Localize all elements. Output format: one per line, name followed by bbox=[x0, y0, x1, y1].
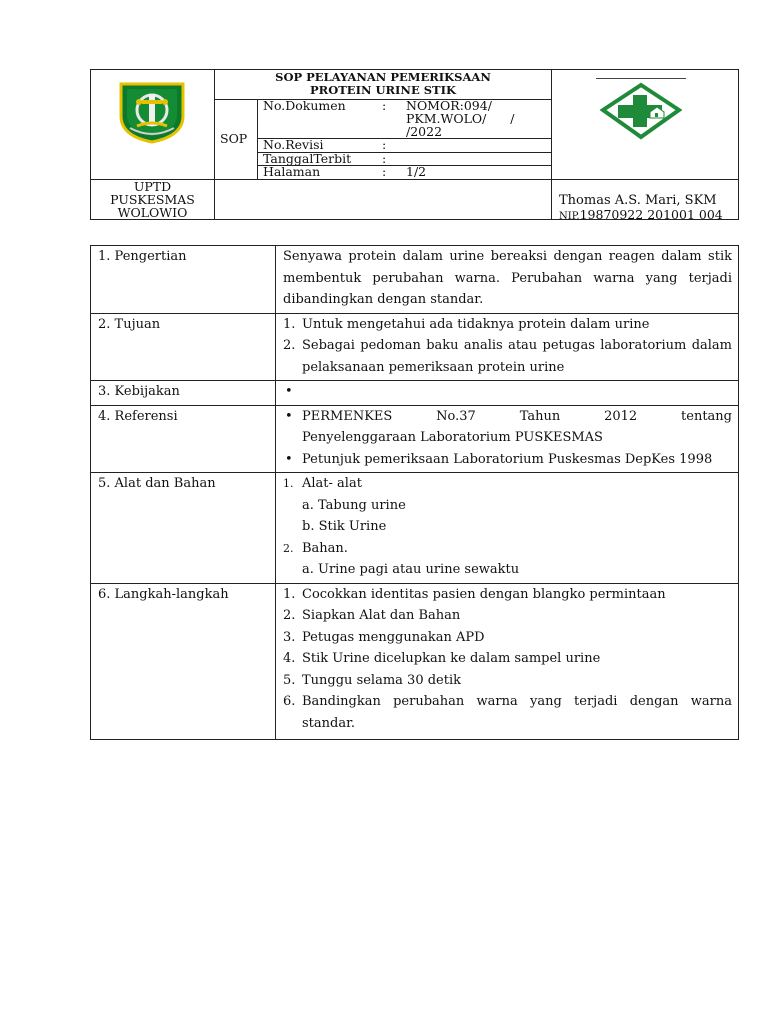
signer-nip-label: NIP. bbox=[559, 211, 580, 222]
list-item: b. Stik Urine bbox=[302, 519, 387, 534]
doc-number-value-line2: PKM.WOLO/ / bbox=[406, 111, 515, 126]
issue-date-label: TanggalTerbit bbox=[263, 151, 352, 166]
tujuan-list bbox=[276, 313, 739, 381]
list-item: 2. Siapkan Alat dan Bahan bbox=[283, 608, 461, 623]
revision-sep: : bbox=[382, 137, 387, 152]
signer-name: Thomas A.S. Mari, SKM bbox=[559, 193, 717, 208]
section-label-tujuan: 2. Tujuan bbox=[91, 313, 276, 381]
sop-title-line1: SOP PELAYANAN PEMERIKSAAN bbox=[275, 70, 491, 84]
langkah-list bbox=[276, 583, 739, 740]
section-label-referensi: 4. Referensi bbox=[91, 405, 276, 473]
page-label: Halaman bbox=[263, 164, 321, 179]
section-label-langkah: 6. Langkah-langkah bbox=[91, 583, 276, 740]
list-item: 4. Stik Urine dicelupkan ke dalam sampel urine bbox=[283, 651, 601, 666]
doc-number-label: No.Dokumen bbox=[263, 98, 346, 113]
page-sep: : bbox=[382, 164, 387, 179]
sop-header bbox=[90, 69, 739, 220]
bullet-icon: • bbox=[285, 408, 293, 424]
table-row bbox=[91, 381, 739, 406]
list-item: 2. Bahan. bbox=[283, 540, 348, 556]
list-item: 5. Tunggu selama 30 detik bbox=[283, 672, 461, 688]
table-row bbox=[91, 405, 739, 473]
doc-number-value: NOMOR:094/ bbox=[406, 98, 492, 113]
pengertian-text: Senyawa protein dalam urine bereaksi dengan reagen dalam stik membentuk perubahan warna. Perubahan warna yang terjadi dibandingkan dengan standar. bbox=[276, 246, 739, 314]
list-item: 1. Alat- alat bbox=[283, 476, 362, 491]
sop-content-table bbox=[90, 245, 739, 740]
org-line3: WOLOWIO bbox=[117, 205, 188, 220]
section-label-alat: 5. Alat dan Bahan bbox=[91, 473, 276, 584]
doc-number-value-line3: /2022 bbox=[406, 124, 443, 139]
revision-label: No.Revisi bbox=[263, 137, 324, 152]
table-row bbox=[91, 313, 739, 381]
org-line2: PUSKESMAS bbox=[110, 192, 195, 207]
puskesmas-logo-icon bbox=[600, 82, 682, 140]
regional-emblem-icon bbox=[115, 80, 189, 144]
issue-date-sep: : bbox=[382, 151, 387, 166]
page-value: 1/2 bbox=[406, 164, 427, 179]
section-label-pengertian: 1. Pengertian bbox=[91, 246, 276, 314]
section-label-kebijakan: 3. Kebijakan bbox=[91, 381, 276, 406]
table-row bbox=[91, 583, 739, 740]
table-row bbox=[91, 473, 739, 584]
referensi-list bbox=[276, 405, 739, 473]
org-line1: UPTD bbox=[133, 179, 172, 194]
list-item: • Petunjuk pemeriksaan Laboratorium Puskesmas DepKes 1998 bbox=[283, 449, 732, 471]
table-row bbox=[91, 246, 739, 314]
alat-list bbox=[276, 473, 739, 584]
bullet-icon: • bbox=[285, 451, 293, 467]
signer-nip-number: 19870922 201001 004 bbox=[579, 207, 723, 222]
list-item: a. Tabung urine bbox=[302, 497, 406, 513]
list-item: a. Urine pagi atau urine sewaktu bbox=[302, 562, 520, 577]
sop-title-line2: PROTEIN URINE STIK bbox=[310, 83, 456, 97]
kebijakan-content bbox=[276, 381, 739, 406]
list-item: 2. Sebagai pedoman baku analis atau petugas laboratorium dalam pelaksanaan pemeriksaan protein urine bbox=[283, 338, 732, 375]
list-item: 3. Petugas menggunakan APD bbox=[283, 629, 485, 645]
list-item: 1. Untuk mengetahui ada tidaknya protein dalam urine bbox=[283, 316, 650, 332]
list-item: • PERMENKES No.37 Tahun 2012 tentang Penyelenggaraan Laboratorium PUSKESMAS bbox=[283, 406, 732, 449]
doc-number-sep: : bbox=[382, 98, 387, 113]
bullet-icon: • bbox=[285, 384, 293, 399]
sop-label: SOP bbox=[220, 131, 248, 146]
list-item: 1. Cocokkan identitas pasien dengan blangko permintaan bbox=[283, 586, 666, 602]
signer-nip bbox=[559, 208, 723, 224]
list-item: 6. Bandingkan perubahan warna yang terjadi dengan warna standar. bbox=[283, 694, 732, 731]
